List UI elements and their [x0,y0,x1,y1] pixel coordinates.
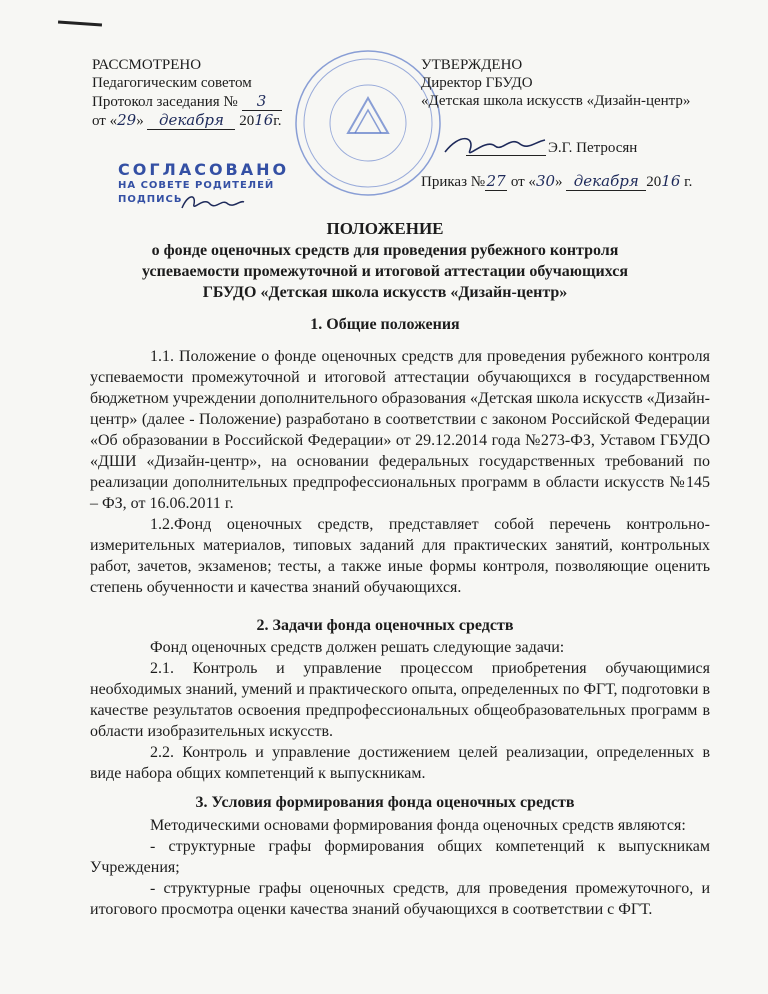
reviewed-protocol: Протокол заседания № 3 [92,92,292,111]
protocol-number: 3 [242,92,282,111]
paragraph-2-1: 2.1. Контроль и управление процессом приобретения обучающимися необходимых знаний, умений и практического опыта, определенных по ФГТ, подготовки в качестве результатов освоения предпрофессиональных общеобразовательных программ в области изобразительных искусств. [90,660,710,740]
approval-reviewed-block [92,56,292,130]
order-line: Приказ №27 от «30» декабря 2016 г. [421,172,693,190]
approved-school: «Детская школа искусств «Дизайн-центр» [421,93,691,109]
document-title: ПОЛОЖЕНИЕ [326,219,444,238]
director-name: Э.Г. Петросян [548,140,638,156]
document-subtitle: о фонде оценочных средств для проведения рубежного контроля успеваемости промежуточной и итоговой аттестации обучающихся ГБУДО «Детская школа искусств «Дизайн-центр» [141,242,629,301]
approved-director: Директор ГБУДО [421,75,533,91]
paragraph-1-2: 1.2.Фонд оценочных средств, представляет собой перечень контрольно-измерительных материалов, типовых заданий для практических занятий, контрольных работ, зачетов, экзаменов; тесты, а также иные формы контроля, позволяющие оценить степень обученности и качества знаний обучающихся. [90,516,710,596]
section-1-body [90,346,710,598]
director-signature [440,128,550,164]
reviewed-council: Педагогическим советом [92,75,252,91]
paragraph-3-0: Методическими основами формирования фонда оценочных средств являются: [150,817,686,834]
paragraph-3-1: - структурные графы формирования общих компетенций к выпускникам Учреждения; [90,838,710,876]
section-3-heading: 3. Условия формирования фонда оценочных средств [195,794,575,811]
paragraph-2-0: Фонд оценочных средств должен решать следующие задачи: [150,639,565,656]
section-2-heading: 2. Задачи фонда оценочных средств [256,617,514,634]
parents-signature [178,190,248,216]
signature-line [466,155,546,156]
section-3-body [90,815,710,920]
paragraph-1-1: 1.1. Положение о фонде оценочных средств для проведения рубежного контроля успеваемости промежуточной и итоговой аттестации обучающихся в государственном бюджетном учреждении дополнительного образования «Детская школа искусств «Дизайн-центр» (далее - Положение) разработано в соответствии с законом Российской Федерации «Об образовании в Российской Федерации» от 29.12.2014 года №273-ФЗ, Уставом ГБУДО «ДШИ «Дизайн-центр», на основании федеральных государственных требований по реализации дополнительных предпрофессиональных программ в области искусств №145 – ФЗ, от 16.06.2011 г. [90,348,710,512]
approval-approved-block [421,56,751,110]
paragraph-3-2: - структурные графы оценочных средств, для проведения промежуточного, и итогового просмотра оценки качества знаний обучающихся в соответствии с ФГТ. [90,880,710,918]
reviewed-title: РАССМОТРЕНО [92,57,202,73]
section-1-heading: 1. Общие положения [310,316,460,333]
pen-mark [58,20,102,26]
reviewed-date: от «29» декабря 2016г. [92,111,282,129]
approved-title: УТВЕРЖДЕНО [421,57,523,73]
paragraph-2-2: 2.2. Контроль и управление достижением целей реализации, определенных в виде набора общих компетенций к выпускникам. [90,744,710,782]
section-2-body [90,637,710,784]
parents-council-stamp: СОГЛАСОВАНО НА СОВЕТЕ РОДИТЕЛЕЙ ПОДПИСЬ [118,160,290,205]
